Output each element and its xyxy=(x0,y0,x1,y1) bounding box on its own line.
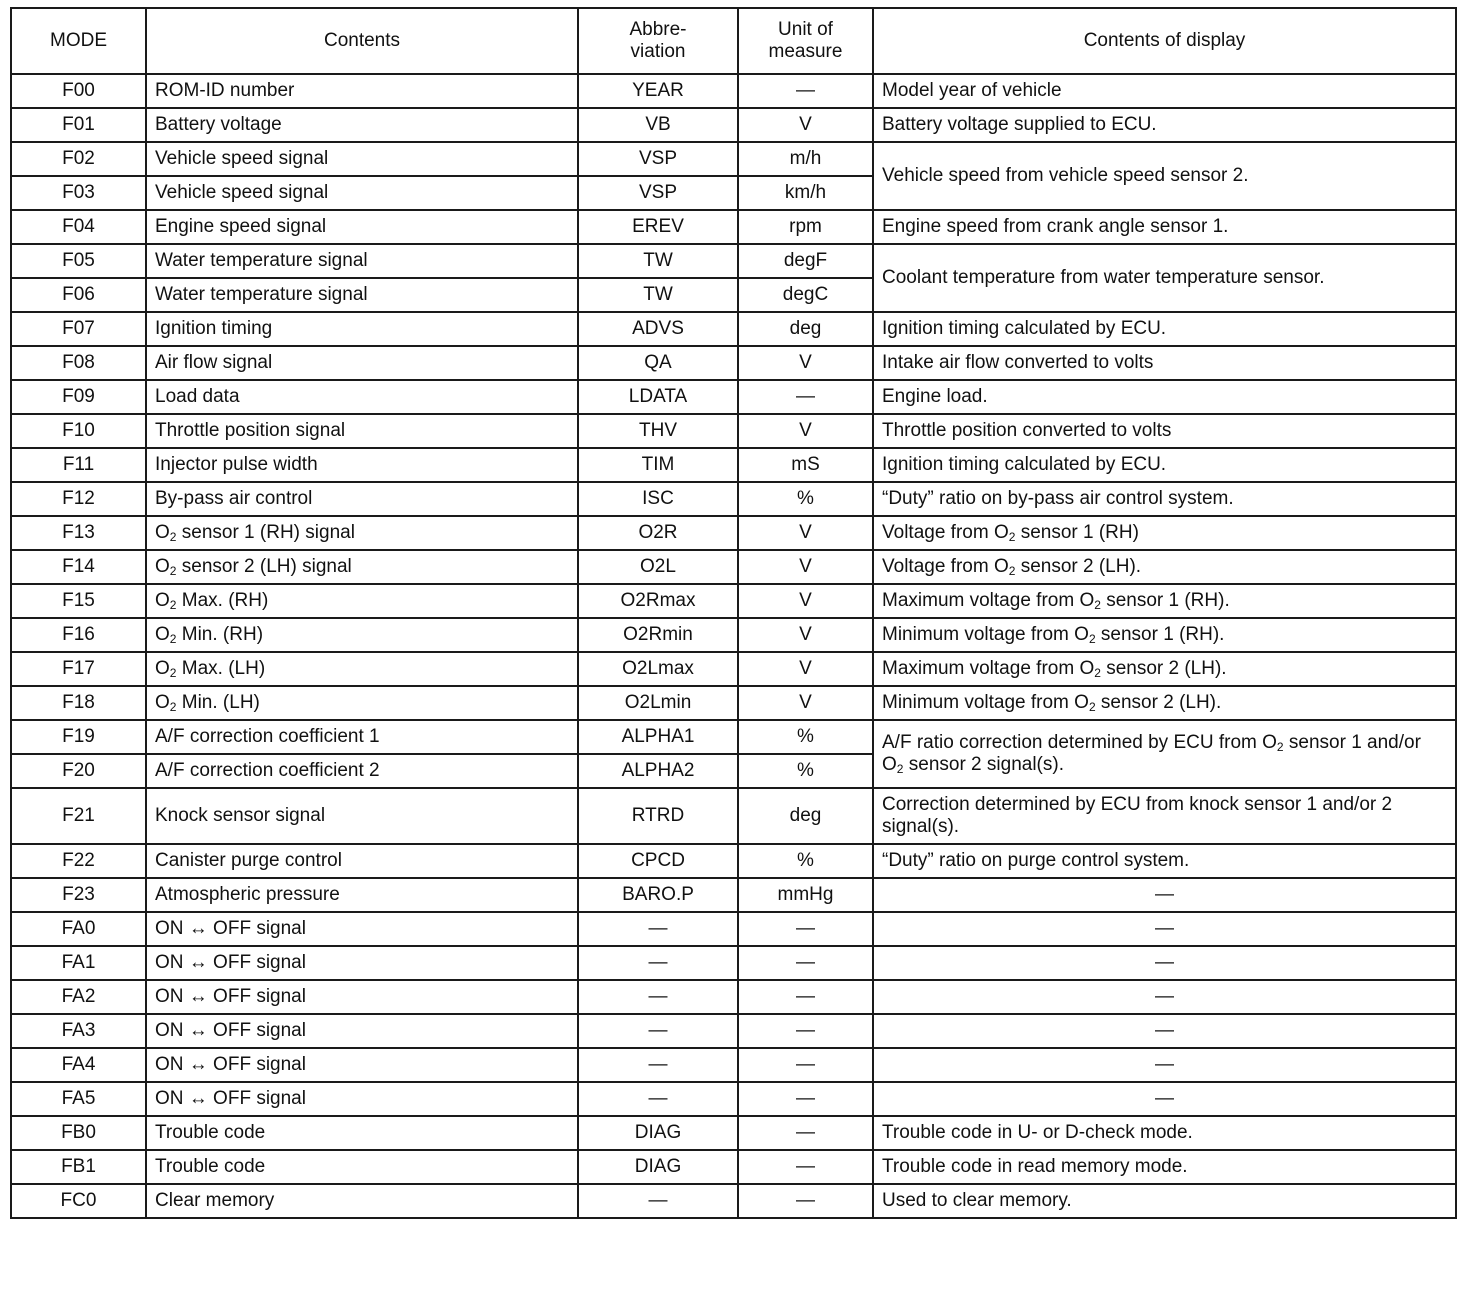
unit-cell: — xyxy=(738,380,873,414)
header-display xyxy=(873,8,1456,74)
unit-cell: V xyxy=(738,108,873,142)
contents-cell: Trouble code xyxy=(146,1116,578,1150)
unit-cell: rpm xyxy=(738,210,873,244)
display-cell: — xyxy=(873,946,1456,980)
mode-cell: F18 xyxy=(11,686,146,720)
contents-cell: Trouble code xyxy=(146,1150,578,1184)
table-row xyxy=(11,108,1456,142)
display-cell: Battery voltage supplied to ECU. xyxy=(873,108,1456,142)
table-row xyxy=(11,516,1456,550)
mode-cell: F00 xyxy=(11,74,146,108)
unit-cell: — xyxy=(738,1082,873,1116)
contents-cell: Water temperature signal xyxy=(146,244,578,278)
table-row xyxy=(11,788,1456,844)
display-text: Voltage from O xyxy=(882,556,1009,577)
subscript: 2 xyxy=(169,700,177,714)
table-row xyxy=(11,74,1456,108)
display-cell: — xyxy=(873,878,1456,912)
mode-cell: FB0 xyxy=(11,1116,146,1150)
contents-text: sensor 1 (RH) signal xyxy=(176,522,355,543)
header-abbreviation xyxy=(578,8,738,74)
abbr-cell: BARO.P xyxy=(578,878,738,912)
table-row xyxy=(11,584,1456,618)
mode-cell: FA4 xyxy=(11,1048,146,1082)
unit-cell: V xyxy=(738,346,873,380)
display-cell: Ignition timing calculated by ECU. xyxy=(873,448,1456,482)
abbr-cell: — xyxy=(578,1048,738,1082)
unit-cell: % xyxy=(738,754,873,788)
subscript: 2 xyxy=(169,564,177,578)
contents-cell: A/F correction coefficient 2 xyxy=(146,754,578,788)
display-cell xyxy=(873,652,1456,686)
table-row xyxy=(11,414,1456,448)
abbr-cell: — xyxy=(578,1082,738,1116)
contents-text: O xyxy=(155,556,170,577)
display-text: A/F ratio correction determined by ECU from O xyxy=(882,732,1277,753)
contents-cell: Vehicle speed signal xyxy=(146,142,578,176)
abbr-cell: CPCD xyxy=(578,844,738,878)
contents-text: O xyxy=(155,624,170,645)
mode-cell: F21 xyxy=(11,788,146,844)
table-row xyxy=(11,550,1456,584)
table-row xyxy=(11,878,1456,912)
mode-cell: FB1 xyxy=(11,1150,146,1184)
unit-cell: deg xyxy=(738,312,873,346)
mode-cell: F08 xyxy=(11,346,146,380)
contents-text: O xyxy=(155,522,170,543)
unit-cell: V xyxy=(738,652,873,686)
contents-cell: Air flow signal xyxy=(146,346,578,380)
mode-cell: F11 xyxy=(11,448,146,482)
table-row xyxy=(11,312,1456,346)
contents-cell xyxy=(146,550,578,584)
header-contents xyxy=(146,8,578,74)
unit-cell: % xyxy=(738,720,873,754)
table-row xyxy=(11,652,1456,686)
table-row xyxy=(11,142,1456,176)
display-cell: — xyxy=(873,980,1456,1014)
mode-cell: FA5 xyxy=(11,1082,146,1116)
mode-cell: F02 xyxy=(11,142,146,176)
abbr-cell: O2Lmin xyxy=(578,686,738,720)
display-text: sensor 1 and/or O xyxy=(882,732,1421,775)
table-row xyxy=(11,244,1456,278)
contents-cell: ON ↔ OFF signal xyxy=(146,1082,578,1116)
display-cell: Intake air flow converted to volts xyxy=(873,346,1456,380)
display-text: sensor 2 (LH). xyxy=(1100,658,1227,679)
subscript: 2 xyxy=(169,530,177,544)
unit-cell: V xyxy=(738,584,873,618)
abbr-cell: DIAG xyxy=(578,1150,738,1184)
mode-cell: F20 xyxy=(11,754,146,788)
display-cell: Used to clear memory. xyxy=(873,1184,1456,1218)
display-cell xyxy=(873,686,1456,720)
abbr-cell: — xyxy=(578,980,738,1014)
abbr-cell: RTRD xyxy=(578,788,738,844)
display-cell: Trouble code in read memory mode. xyxy=(873,1150,1456,1184)
contents-text: O xyxy=(155,658,170,679)
table-row xyxy=(11,1082,1456,1116)
display-cell: — xyxy=(873,1048,1456,1082)
unit-cell: — xyxy=(738,1184,873,1218)
abbr-cell: YEAR xyxy=(578,74,738,108)
mode-cell: F06 xyxy=(11,278,146,312)
unit-cell: m/h xyxy=(738,142,873,176)
unit-cell: — xyxy=(738,1150,873,1184)
subscript: 2 xyxy=(1088,632,1096,646)
contents-cell: Atmospheric pressure xyxy=(146,878,578,912)
unit-cell: % xyxy=(738,844,873,878)
table-row xyxy=(11,380,1456,414)
display-cell xyxy=(873,550,1456,584)
abbr-cell: — xyxy=(578,946,738,980)
unit-cell: mmHg xyxy=(738,878,873,912)
unit-cell: V xyxy=(738,516,873,550)
subscript: 2 xyxy=(169,632,177,646)
display-text: sensor 1 (RH) xyxy=(1015,522,1139,543)
unit-cell: degC xyxy=(738,278,873,312)
mode-cell: F16 xyxy=(11,618,146,652)
unit-cell: — xyxy=(738,74,873,108)
mode-cell: F07 xyxy=(11,312,146,346)
display-cell: — xyxy=(873,1082,1456,1116)
contents-cell: ROM-ID number xyxy=(146,74,578,108)
display-cell: Throttle position converted to volts xyxy=(873,414,1456,448)
mode-cell: F05 xyxy=(11,244,146,278)
mode-cell: F23 xyxy=(11,878,146,912)
abbr-cell: TIM xyxy=(578,448,738,482)
unit-cell: km/h xyxy=(738,176,873,210)
mode-cell: FA3 xyxy=(11,1014,146,1048)
display-cell: Vehicle speed from vehicle speed sensor 2. xyxy=(873,142,1456,210)
abbr-cell: VSP xyxy=(578,142,738,176)
display-text: Minimum voltage from O xyxy=(882,624,1089,645)
unit-cell: — xyxy=(738,1014,873,1048)
display-cell xyxy=(873,720,1456,788)
mode-cell: F01 xyxy=(11,108,146,142)
contents-cell: ON ↔ OFF signal xyxy=(146,946,578,980)
contents-cell: Clear memory xyxy=(146,1184,578,1218)
display-text: Voltage from O xyxy=(882,522,1009,543)
display-cell: — xyxy=(873,1014,1456,1048)
subscript: 2 xyxy=(1088,700,1096,714)
abbr-cell: TW xyxy=(578,278,738,312)
mode-cell: F12 xyxy=(11,482,146,516)
abbr-cell: VSP xyxy=(578,176,738,210)
subscript: 2 xyxy=(169,598,177,612)
contents-cell xyxy=(146,618,578,652)
contents-text: Max. (RH) xyxy=(176,590,269,611)
abbr-cell: O2Rmin xyxy=(578,618,738,652)
contents-cell: ON ↔ OFF signal xyxy=(146,1048,578,1082)
display-cell xyxy=(873,516,1456,550)
mode-cell: F17 xyxy=(11,652,146,686)
table-row xyxy=(11,980,1456,1014)
mode-cell: FC0 xyxy=(11,1184,146,1218)
display-cell: Trouble code in U- or D-check mode. xyxy=(873,1116,1456,1150)
mode-cell: F22 xyxy=(11,844,146,878)
contents-cell xyxy=(146,516,578,550)
contents-cell: ON ↔ OFF signal xyxy=(146,912,578,946)
header-mode-label: MODE xyxy=(50,30,107,51)
display-text: Maximum voltage from O xyxy=(882,658,1095,679)
display-text: sensor 2 (LH). xyxy=(1015,556,1142,577)
header-unit-line2: measure xyxy=(768,41,843,62)
unit-cell: — xyxy=(738,912,873,946)
table-row xyxy=(11,1014,1456,1048)
abbr-cell: EREV xyxy=(578,210,738,244)
mode-cell: FA2 xyxy=(11,980,146,1014)
display-cell: Coolant temperature from water temperature sensor. xyxy=(873,244,1456,312)
display-cell xyxy=(873,584,1456,618)
unit-cell: — xyxy=(738,980,873,1014)
contents-cell xyxy=(146,584,578,618)
contents-text: O xyxy=(155,692,170,713)
table-row xyxy=(11,912,1456,946)
contents-cell xyxy=(146,652,578,686)
table-row xyxy=(11,346,1456,380)
subscript: 2 xyxy=(1008,530,1016,544)
header-abbr-line1: Abbre- xyxy=(629,19,687,40)
contents-text: Max. (LH) xyxy=(176,658,266,679)
subscript: 2 xyxy=(1276,740,1284,754)
subscript: 2 xyxy=(896,762,904,776)
contents-cell: Engine speed signal xyxy=(146,210,578,244)
contents-cell: ON ↔ OFF signal xyxy=(146,980,578,1014)
display-text: sensor 1 (RH). xyxy=(1100,590,1230,611)
display-cell: Engine speed from crank angle sensor 1. xyxy=(873,210,1456,244)
mode-cell: F09 xyxy=(11,380,146,414)
header-mode xyxy=(11,8,146,74)
unit-cell: deg xyxy=(738,788,873,844)
abbr-cell: TW xyxy=(578,244,738,278)
display-text: sensor 2 (LH). xyxy=(1095,692,1222,713)
display-cell: Correction determined by ECU from knock sensor 1 and/or 2 signal(s). xyxy=(873,788,1456,844)
contents-cell: Load data xyxy=(146,380,578,414)
display-text: Minimum voltage from O xyxy=(882,692,1089,713)
abbr-cell: O2R xyxy=(578,516,738,550)
abbr-cell: THV xyxy=(578,414,738,448)
abbr-cell: — xyxy=(578,1014,738,1048)
unit-cell: V xyxy=(738,550,873,584)
table-row xyxy=(11,1048,1456,1082)
display-cell xyxy=(873,618,1456,652)
mode-cell: F15 xyxy=(11,584,146,618)
subscript: 2 xyxy=(1094,666,1101,680)
abbr-cell: VB xyxy=(578,108,738,142)
contents-text: O xyxy=(155,590,170,611)
contents-cell: Throttle position signal xyxy=(146,414,578,448)
header-contents-label: Contents xyxy=(323,30,401,51)
abbr-cell: — xyxy=(578,912,738,946)
table-row xyxy=(11,686,1456,720)
table-row xyxy=(11,844,1456,878)
table-row xyxy=(11,448,1456,482)
unit-cell: V xyxy=(738,686,873,720)
mode-cell: F13 xyxy=(11,516,146,550)
contents-text: Min. (RH) xyxy=(176,624,264,645)
display-text: sensor 2 signal(s). xyxy=(903,754,1064,775)
abbr-cell: ALPHA2 xyxy=(578,754,738,788)
contents-cell: A/F correction coefficient 1 xyxy=(146,720,578,754)
mode-cell: F10 xyxy=(11,414,146,448)
display-cell: Ignition timing calculated by ECU. xyxy=(873,312,1456,346)
table-row xyxy=(11,1150,1456,1184)
contents-cell: Vehicle speed signal xyxy=(146,176,578,210)
mode-cell: F04 xyxy=(11,210,146,244)
mode-cell: FA0 xyxy=(11,912,146,946)
abbr-cell: ALPHA1 xyxy=(578,720,738,754)
header-row xyxy=(11,8,1456,74)
table-row xyxy=(11,1184,1456,1218)
abbr-cell: O2Rmax xyxy=(578,584,738,618)
contents-cell: Ignition timing xyxy=(146,312,578,346)
abbr-cell: O2Lmax xyxy=(578,652,738,686)
table-row xyxy=(11,210,1456,244)
table-row xyxy=(11,720,1456,754)
abbr-cell: DIAG xyxy=(578,1116,738,1150)
display-cell: — xyxy=(873,912,1456,946)
header-abbr-line2: viation xyxy=(630,41,686,62)
header-display-label: Contents of display xyxy=(1083,30,1246,51)
mode-cell: F14 xyxy=(11,550,146,584)
mode-cell: F03 xyxy=(11,176,146,210)
contents-cell: Canister purge control xyxy=(146,844,578,878)
abbr-cell: ISC xyxy=(578,482,738,516)
display-cell: Engine load. xyxy=(873,380,1456,414)
contents-cell: By-pass air control xyxy=(146,482,578,516)
unit-cell: degF xyxy=(738,244,873,278)
abbr-cell: O2L xyxy=(578,550,738,584)
mode-cell: F19 xyxy=(11,720,146,754)
table-row xyxy=(11,618,1456,652)
contents-cell: Battery voltage xyxy=(146,108,578,142)
abbr-cell: QA xyxy=(578,346,738,380)
subscript: 2 xyxy=(1008,564,1016,578)
abbr-cell: LDATA xyxy=(578,380,738,414)
unit-cell: — xyxy=(738,1116,873,1150)
subscript: 2 xyxy=(169,666,177,680)
abbr-cell: ADVS xyxy=(578,312,738,346)
header-unit xyxy=(738,8,873,74)
display-cell: “Duty” ratio on purge control system. xyxy=(873,844,1456,878)
contents-cell: Water temperature signal xyxy=(146,278,578,312)
unit-cell: V xyxy=(738,618,873,652)
header-unit-line1: Unit of xyxy=(778,19,833,40)
contents-cell: Knock sensor signal xyxy=(146,788,578,844)
contents-cell xyxy=(146,686,578,720)
table-row xyxy=(11,1116,1456,1150)
display-text: Maximum voltage from O xyxy=(882,590,1095,611)
display-text: sensor 1 (RH). xyxy=(1095,624,1225,645)
table-row xyxy=(11,482,1456,516)
display-cell: “Duty” ratio on by-pass air control system. xyxy=(873,482,1456,516)
unit-cell: % xyxy=(738,482,873,516)
unit-cell: V xyxy=(738,414,873,448)
table-row xyxy=(11,946,1456,980)
contents-text: Min. (LH) xyxy=(176,692,260,713)
contents-text: sensor 2 (LH) signal xyxy=(176,556,352,577)
contents-cell: ON ↔ OFF signal xyxy=(146,1014,578,1048)
unit-cell: — xyxy=(738,1048,873,1082)
abbr-cell: — xyxy=(578,1184,738,1218)
mode-table xyxy=(10,7,1457,1219)
unit-cell: mS xyxy=(738,448,873,482)
mode-cell: FA1 xyxy=(11,946,146,980)
contents-cell: Injector pulse width xyxy=(146,448,578,482)
unit-cell: — xyxy=(738,946,873,980)
display-cell: Model year of vehicle xyxy=(873,74,1456,108)
subscript: 2 xyxy=(1094,598,1101,612)
